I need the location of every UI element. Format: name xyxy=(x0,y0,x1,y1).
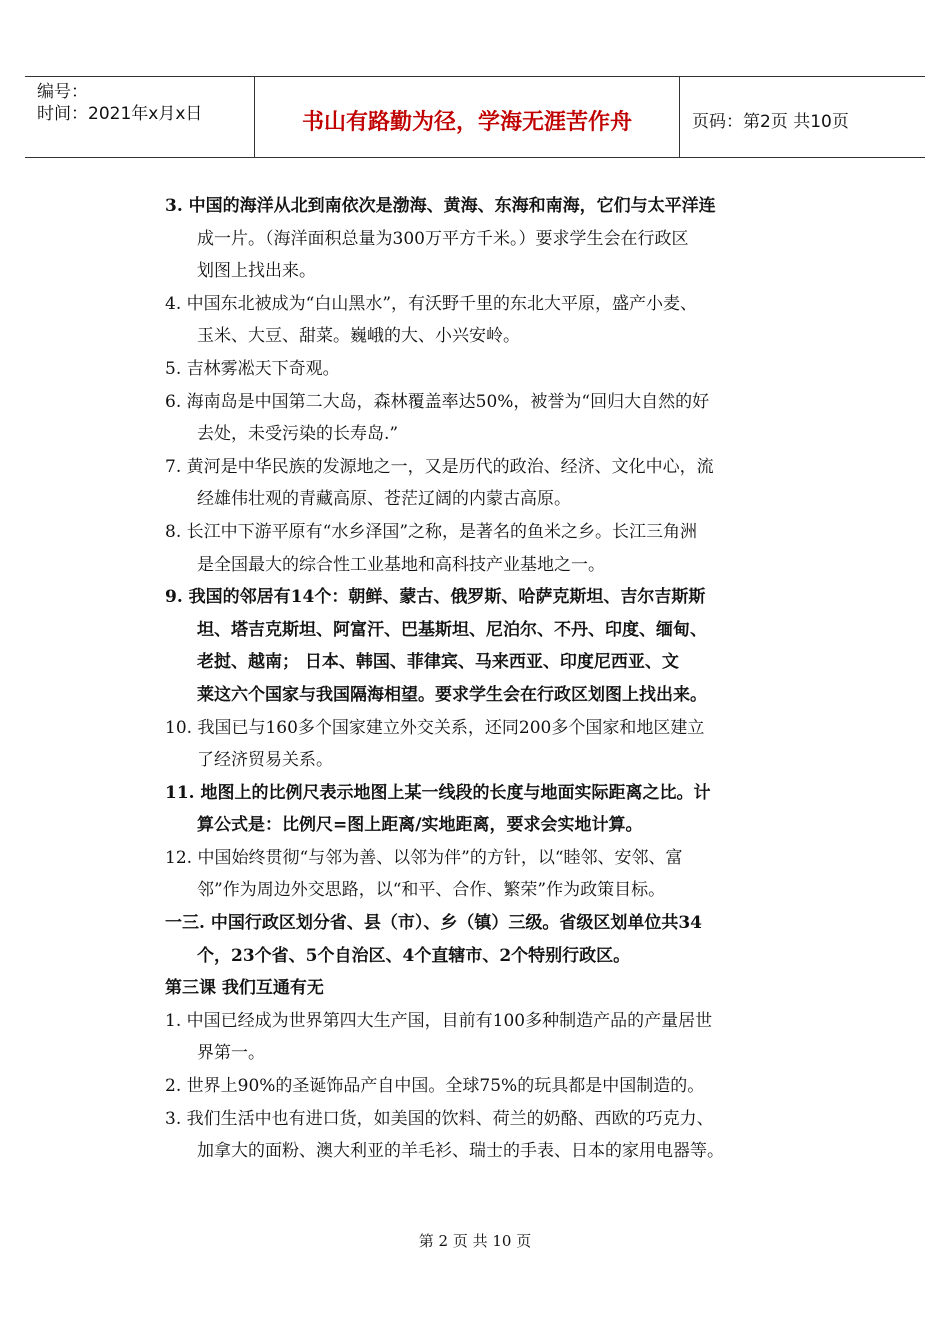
motto: 书山有路勤为径，学海无涯苦作舟 xyxy=(301,110,632,135)
text-line: 10. 我国已与160多个国家建立外交关系，还同200多个国家和地区建立 xyxy=(165,717,705,738)
text-line: 6. 海南岛是中国第二大岛，森林覆盖率达50%，被誉为“回归大自然的好 xyxy=(165,391,710,412)
text-line: 是全国最大的综合性工业基地和高科技产业基地之一。 xyxy=(197,554,605,575)
text-line: 个，23个省、5个自治区、4个直辖市、2个特别行政区。 xyxy=(197,945,631,966)
document-body xyxy=(165,190,795,1168)
list-item xyxy=(165,451,795,516)
text-line: 7. 黄河是中华民族的发源地之一，又是历代的政治、经济、文化中心，流 xyxy=(165,456,714,477)
code-label: 编号： xyxy=(37,82,88,102)
text-line: 11. 地图上的比例尺表示地图上某一线段的长度与地面实际距离之比。计 xyxy=(165,782,711,803)
text-line: 去处，未受污染的长寿岛.” xyxy=(197,424,399,445)
time-label: 时间：2021年x月x日 xyxy=(37,104,203,124)
text-line: 3. 我们生活中也有进口货，如美国的饮料、荷兰的奶酪、西欧的巧克力、 xyxy=(165,1108,714,1129)
text-line: 5. 吉林雾凇天下奇观。 xyxy=(165,358,340,379)
list-item xyxy=(165,842,795,907)
text-line: 1. 中国已经成为世界第四大生产国，目前有100多种制造产品的产量居世 xyxy=(165,1010,713,1031)
text-line: 算公式是：比例尺=图上距离/实地距离，要求会实地计算。 xyxy=(197,815,643,836)
list-item xyxy=(165,907,795,972)
text-line: 成一片。（海洋面积总量为300万平方千米。）要求学生会在行政区 xyxy=(197,228,689,249)
list-item xyxy=(165,386,795,451)
list-item xyxy=(165,1070,795,1103)
text-line: 4. 中国东北被成为“白山黑水”，有沃野千里的东北大平原，盛产小麦、 xyxy=(165,293,698,314)
list-item xyxy=(165,1005,795,1070)
text-line: 3. 中国的海洋从北到南依次是渤海、黄海、东海和南海，它们与太平洋连 xyxy=(165,196,716,216)
list-item xyxy=(165,190,795,288)
list-item xyxy=(165,712,795,777)
text-line: 玉米、大豆、甜菜。巍峨的大、小兴安岭。 xyxy=(197,326,520,347)
text-line: 加拿大的面粉、澳大利亚的羊毛衫、瑞士的手表、日本的家用电器等。 xyxy=(197,1141,724,1162)
page-footer: 第 2 页 共 10 页 xyxy=(418,1232,532,1250)
list-item xyxy=(165,516,795,581)
text-line: 老挝、越南； 日本、韩国、菲律宾、马来西亚、印度尼西亚、文 xyxy=(197,652,679,673)
text-line: 了经济贸易关系。 xyxy=(197,750,333,771)
text-line: 8. 长江中下游平原有“水乡泽国”之称，是著名的鱼米之乡。长江三角洲 xyxy=(165,521,698,542)
text-line: 12. 中国始终贯彻“与邻为善、以邻为伴”的方针，以“睦邻、安邻、富 xyxy=(165,847,683,868)
text-line: 界第一。 xyxy=(197,1043,265,1064)
text-line: 坦、塔吉克斯坦、阿富汗、巴基斯坦、尼泊尔、不丹、印度、缅甸、 xyxy=(197,619,707,640)
text-line: 9. 我国的邻居有14个：朝鲜、蒙古、俄罗斯、哈萨克斯坦、吉尔吉斯斯 xyxy=(165,587,706,608)
page-header xyxy=(25,76,925,158)
text-line: 划图上找出来。 xyxy=(197,261,316,282)
text-line: 经雄伟壮观的青藏高原、苍茫辽阔的内蒙古高原。 xyxy=(197,489,571,510)
text-line: 第三课 我们互通有无 xyxy=(165,978,324,999)
header-meta xyxy=(37,81,202,125)
list-item xyxy=(165,581,795,711)
section-heading xyxy=(165,972,795,1005)
page-label: 页码：第2页 共10页 xyxy=(692,112,849,132)
text-line: 一三. 中国行政区划分省、县（市）、乡（镇）三级。省级区划单位共34 xyxy=(165,913,702,934)
text-line: 邻”作为周边外交思路，以“和平、合作、繁荣”作为政策目标。 xyxy=(197,880,666,901)
text-line: 莱这六个国家与我国隔海相望。要求学生会在行政区划图上找出来。 xyxy=(197,684,707,705)
list-item xyxy=(165,1103,795,1168)
list-item xyxy=(165,777,795,842)
list-item xyxy=(165,353,795,386)
text-line: 2. 世界上90%的圣诞饰品产自中国。全球75%的玩具都是中国制造的。 xyxy=(165,1076,705,1097)
header-divider xyxy=(679,77,680,157)
list-item xyxy=(165,288,795,353)
